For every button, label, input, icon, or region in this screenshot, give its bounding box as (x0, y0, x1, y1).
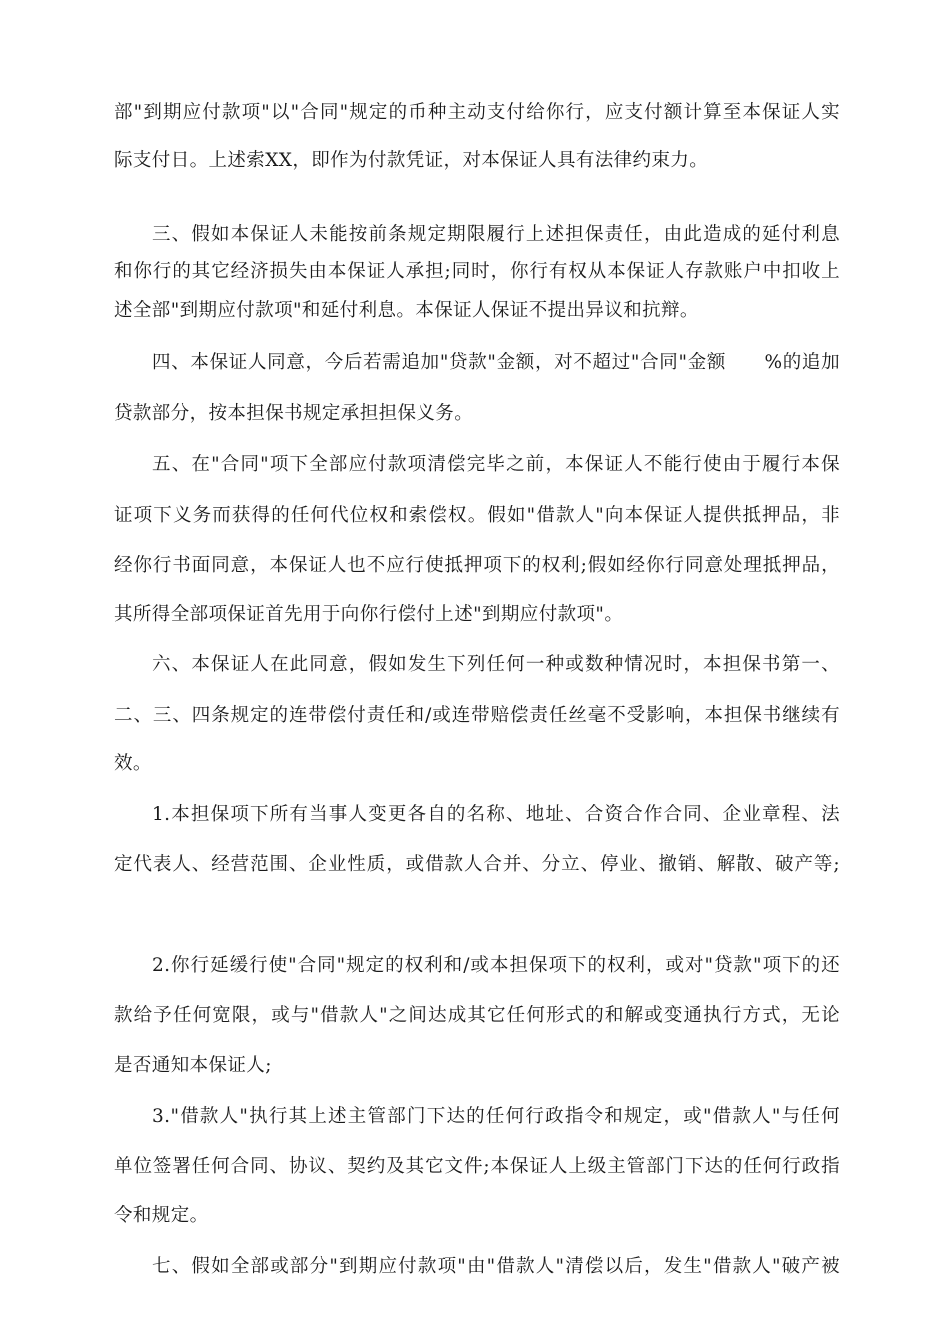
text-line: 四、本保证人同意，今后若需追加"贷款"金额，对不超过"合同"金额 %的追加 (152, 352, 840, 373)
text-line: 三、假如本保证人未能按前条规定期限履行上述担保责任，由此造成的延付利息 (152, 224, 840, 245)
text-line: 2.你行延缓行使"合同"规定的权利和/或本担保项下的权利，或对"贷款"项下的还 (152, 955, 840, 976)
text-line: 贷款部分，按本担保书规定承担担保义务。 (114, 403, 474, 424)
text-line: 3."借款人"执行其上述主管部门下达的任何行政指令和规定，或"借款人"与任何 (152, 1106, 840, 1127)
text-line: 七、假如全部或部分"到期应付款项"由"借款人"清偿以后，发生"借款人"破产被 (152, 1256, 840, 1277)
text-line: 证项下义务而获得的任何代位权和索偿权。假如"借款人"向本保证人提供抵押品，非 (114, 505, 840, 526)
text-line: 和你行的其它经济损失由本保证人承担;同时，你行有权从本保证人存款账户中扣收上 (114, 261, 840, 282)
text-line: 定代表人、经营范围、企业性质，或借款人合并、分立、停业、撤销、解散、破产等; (114, 854, 840, 875)
text-line: 述全部"到期应付款项"和延付利息。本保证人保证不提出异议和抗辩。 (114, 300, 699, 321)
text-line: 经你行书面同意，本保证人也不应行使抵押项下的权利;假如经你行同意处理抵押品， (114, 555, 840, 576)
text-line: 二、三、四条规定的连带偿付责任和/或连带赔偿责任丝毫不受影响，本担保书继续有 (114, 705, 840, 726)
text-line: 际支付日。上述索XX，即作为付款凭证，对本保证人具有法律约束力。 (114, 150, 709, 171)
text-line: 令和规定。 (114, 1205, 209, 1226)
text-line: 其所得全部项保证首先用于向你行偿付上述"到期应付款项"。 (114, 604, 624, 625)
text-line: 部"到期应付款项"以"合同"规定的币种主动支付给你行，应支付额计算至本保证人实 (114, 102, 840, 123)
text-line: 1.本担保项下所有当事人变更各自的名称、地址、合资合作合同、企业章程、法 (152, 804, 840, 825)
text-line: 效。 (114, 753, 152, 774)
text-line: 六、本保证人在此同意，假如发生下列任何一种或数种情况时，本担保书第一、 (152, 654, 840, 675)
text-line: 款给予任何宽限，或与"借款人"之间达成其它任何形式的和解或变通执行方式，无论 (114, 1005, 840, 1026)
text-line: 单位签署任何合同、协议、契约及其它文件;本保证人上级主管部门下达的任何行政指 (114, 1156, 840, 1177)
text-line: 五、在"合同"项下全部应付款项清偿完毕之前，本保证人不能行使由于履行本保 (152, 454, 840, 475)
text-line: 是否通知本保证人; (114, 1055, 272, 1076)
